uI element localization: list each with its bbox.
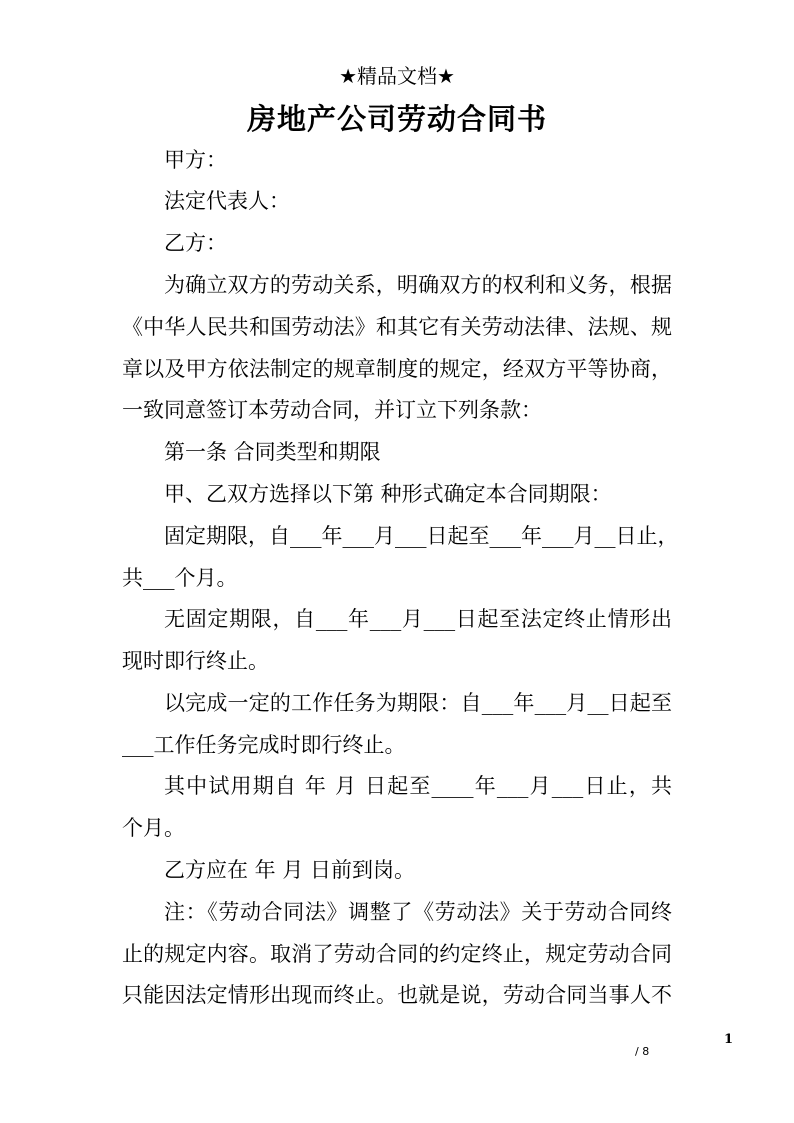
header-banner: ★精品文档★ (339, 64, 455, 88)
paragraph-line: 以完成一定的工作任务为期限：自___年___月__日起至 (164, 691, 672, 715)
paragraph-line: 为确立双方的劳动关系，明确双方的权利和义务，根据 (164, 273, 672, 297)
paragraph-line: 固定期限，自___年___月___日起至___年___月__日止， (164, 524, 679, 548)
paragraph-line: 止的规定内容。取消了劳动合同的约定终止，规定劳动合同 (122, 942, 672, 966)
paragraph-line: 乙方应在 年 月 日前到岗。 (164, 858, 416, 882)
party-a-line: 甲方： (164, 148, 227, 172)
paragraph-line: 无固定期限，自___年___月___日起至法定终止情形出 (164, 607, 672, 631)
paragraph-line: 甲、乙双方选择以下第 种形式确定本合同期限： (164, 482, 612, 506)
paragraph-line: 其中试用期自 年 月 日起至____年___月___日止，共 (164, 774, 672, 798)
paragraph-line: 共___个月。 (122, 566, 238, 590)
document-title: 房地产公司劳动合同书 (246, 102, 547, 136)
party-b-line: 乙方： (164, 231, 227, 255)
paragraph-line: ___工作任务完成时即行终止。 (122, 733, 406, 757)
paragraph-line: 现时即行终止。 (122, 649, 269, 673)
article-heading: 第一条 合同类型和期限 (164, 440, 381, 464)
paragraph-line: 个月。 (122, 816, 185, 840)
paragraph-line: 只能因法定情形出现而终止。也就是说，劳动合同当事人不 (122, 983, 672, 1007)
paragraph-line: 章以及甲方依法制定的规章制度的规定，经双方平等协商， (122, 357, 672, 381)
page-number: 1 (724, 1032, 734, 1047)
paragraph-line: 注：《劳动合同法》调整了《劳动法》关于劳动合同终 (164, 900, 672, 924)
page-total: / 8 (635, 1045, 650, 1058)
legal-rep-line: 法定代表人： (164, 189, 290, 213)
paragraph-line: 《中华人民共和国劳动法》和其它有关劳动法律、法规、规 (122, 315, 672, 339)
paragraph-line: 一致同意签订本劳动合同，并订立下列条款： (122, 398, 542, 422)
